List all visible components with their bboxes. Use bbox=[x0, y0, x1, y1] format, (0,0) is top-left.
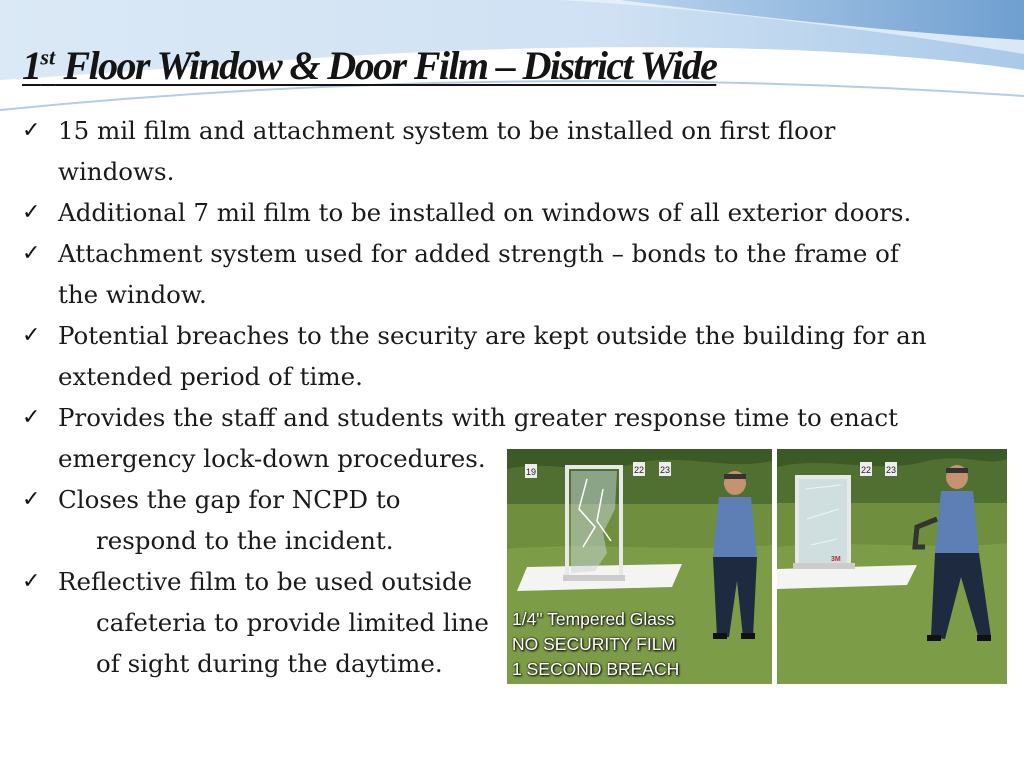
checkmark-icon: ✓ bbox=[22, 569, 41, 594]
caption-line: NO SECURITY FILM bbox=[512, 634, 677, 654]
bullet-line: emergency lock-down procedures. bbox=[58, 444, 486, 473]
checkmark-icon: ✓ bbox=[22, 241, 41, 266]
checkmark-icon: ✓ bbox=[22, 323, 41, 348]
target-number: 22 bbox=[633, 465, 645, 475]
bullet-item bbox=[18, 192, 1018, 233]
bullet-line: of sight during the daytime. bbox=[96, 649, 443, 678]
photo-with-film bbox=[777, 449, 1007, 684]
checkmark-icon: ✓ bbox=[22, 405, 41, 430]
brand-label: 3M bbox=[831, 556, 841, 563]
bullet-item bbox=[18, 479, 498, 561]
bullet-line: Potential breaches to the security are kept outside the building for an bbox=[58, 321, 927, 350]
bullet-item bbox=[18, 110, 1018, 192]
bullet-item bbox=[18, 233, 1018, 315]
bullet-line: Additional 7 mil film to be installed on windows of all exterior doors. bbox=[58, 198, 912, 227]
bullet-line: 15 mil film and attachment system to be installed on first floor bbox=[58, 116, 836, 145]
bullet-line: respond to the incident. bbox=[96, 526, 394, 555]
title-text: Floor Window & Door Film – District Wide bbox=[55, 43, 717, 88]
bullet-line: cafeteria to provide limited line bbox=[96, 608, 489, 637]
caption-line: 1 SECOND BREACH bbox=[512, 659, 680, 679]
bullet-line: Attachment system used for added strength – bonds to the frame of bbox=[58, 239, 899, 268]
caption-line: 1/4" Tempered Glass bbox=[512, 609, 675, 629]
photo-caption bbox=[512, 607, 679, 682]
title-ordinal: st bbox=[40, 44, 56, 70]
target-number: 19 bbox=[525, 467, 537, 477]
checkmark-icon: ✓ bbox=[22, 118, 41, 143]
bullet-item bbox=[18, 561, 498, 684]
bullet-item bbox=[18, 315, 1018, 397]
target-number: 22 bbox=[860, 465, 872, 475]
bullet-line: Closes the gap for NCPD to bbox=[58, 485, 401, 514]
bullet-line: the window. bbox=[58, 280, 207, 309]
slide-title bbox=[22, 42, 716, 89]
checkmark-icon: ✓ bbox=[22, 200, 41, 225]
bullet-line: Provides the staff and students with greater response time to enact bbox=[58, 403, 898, 432]
title-number: 1 bbox=[22, 43, 41, 88]
target-number: 23 bbox=[885, 465, 897, 475]
photo-no-film-breach bbox=[507, 449, 772, 684]
bullet-line: windows. bbox=[58, 157, 175, 186]
target-number: 23 bbox=[659, 465, 671, 475]
bullet-line: extended period of time. bbox=[58, 362, 363, 391]
bullet-line: Reflective film to be used outside bbox=[58, 567, 473, 596]
checkmark-icon: ✓ bbox=[22, 487, 41, 512]
